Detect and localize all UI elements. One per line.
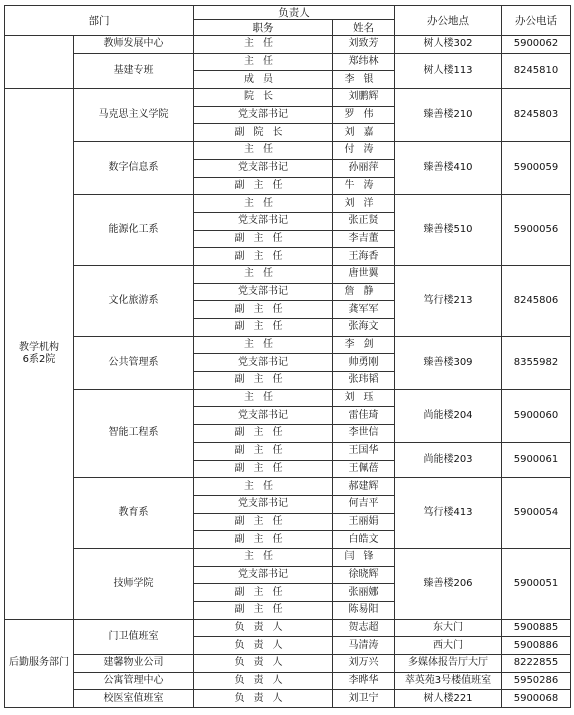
position-cell: 主任 bbox=[194, 265, 333, 283]
name-cell: 王丽娟 bbox=[333, 513, 395, 531]
name-cell: 张玮韬 bbox=[333, 372, 395, 390]
table-row bbox=[5, 619, 571, 637]
table-row bbox=[5, 672, 571, 690]
directory-table bbox=[4, 5, 571, 708]
position-cell: 副主任 bbox=[194, 230, 333, 248]
position-cell: 主任 bbox=[194, 53, 333, 71]
name-cell: 李世信 bbox=[333, 425, 395, 443]
position-cell: 党支部书记 bbox=[194, 407, 333, 425]
name-cell: 刘鹏辉 bbox=[333, 89, 395, 107]
category-cell: 后勤服务部门 bbox=[5, 619, 74, 707]
phone-cell: 8245810 bbox=[502, 53, 571, 88]
position-cell: 主任 bbox=[194, 336, 333, 354]
position-cell: 院长 bbox=[194, 89, 333, 107]
position-cell: 主任 bbox=[194, 36, 333, 54]
header-location: 办公地点 bbox=[395, 6, 502, 36]
dept-cell: 门卫值班室 bbox=[74, 619, 194, 654]
header-phone: 办公电话 bbox=[502, 6, 571, 36]
dept-cell: 教师发展中心 bbox=[74, 36, 194, 54]
position-cell: 副主任 bbox=[194, 442, 333, 460]
location-cell: 西大门 bbox=[395, 637, 502, 655]
position-cell: 党支部书记 bbox=[194, 159, 333, 177]
table-row bbox=[5, 89, 571, 107]
name-cell: 张丽娜 bbox=[333, 584, 395, 602]
location-cell: 臻善楼309 bbox=[395, 336, 502, 389]
location-cell: 臻善楼410 bbox=[395, 142, 502, 195]
position-cell: 主任 bbox=[194, 478, 333, 496]
location-cell: 臻善楼210 bbox=[395, 89, 502, 142]
dept-cell: 智能工程系 bbox=[74, 389, 194, 477]
position-cell: 主任 bbox=[194, 389, 333, 407]
phone-cell: 8355982 bbox=[502, 336, 571, 389]
name-cell: 龚军军 bbox=[333, 301, 395, 319]
name-cell: 刘卫宁 bbox=[333, 690, 395, 708]
phone-cell: 5900068 bbox=[502, 690, 571, 708]
name-cell: 李银 bbox=[333, 71, 395, 89]
phone-cell: 5900059 bbox=[502, 142, 571, 195]
name-cell: 李晔华 bbox=[333, 672, 395, 690]
position-cell: 副主任 bbox=[194, 584, 333, 602]
location-cell: 尚能楼204 bbox=[395, 389, 502, 442]
position-cell: 副主任 bbox=[194, 372, 333, 390]
location-cell: 萃英苑3号楼值班室 bbox=[395, 672, 502, 690]
name-cell: 张海文 bbox=[333, 319, 395, 337]
category-cell bbox=[5, 36, 74, 89]
name-cell: 刘洋 bbox=[333, 195, 395, 213]
location-cell: 树人楼221 bbox=[395, 690, 502, 708]
name-cell: 王佩蓓 bbox=[333, 460, 395, 478]
name-cell: 刘万兴 bbox=[333, 655, 395, 673]
name-cell: 刘致芳 bbox=[333, 36, 395, 54]
table-row bbox=[5, 478, 571, 496]
phone-cell: 8245806 bbox=[502, 265, 571, 336]
name-cell: 李剑 bbox=[333, 336, 395, 354]
position-cell: 副主任 bbox=[194, 177, 333, 195]
phone-cell: 5900886 bbox=[502, 637, 571, 655]
dept-cell: 马克思主义学院 bbox=[74, 89, 194, 142]
phone-cell: 5950286 bbox=[502, 672, 571, 690]
position-cell: 党支部书记 bbox=[194, 495, 333, 513]
name-cell: 王海香 bbox=[333, 248, 395, 266]
name-cell: 帅勇刚 bbox=[333, 354, 395, 372]
position-cell: 副主任 bbox=[194, 531, 333, 549]
position-cell: 副主任 bbox=[194, 248, 333, 266]
position-cell: 党支部书记 bbox=[194, 212, 333, 230]
position-cell: 副主任 bbox=[194, 319, 333, 337]
location-cell: 尚能楼203 bbox=[395, 442, 502, 477]
table-row bbox=[5, 195, 571, 213]
name-cell: 唐世翼 bbox=[333, 265, 395, 283]
phone-cell: 5900056 bbox=[502, 195, 571, 266]
name-cell: 牛涛 bbox=[333, 177, 395, 195]
dept-cell: 公寓管理中心 bbox=[74, 672, 194, 690]
category-cell bbox=[5, 89, 74, 620]
location-cell: 臻善楼510 bbox=[395, 195, 502, 266]
dept-cell: 文化旅游系 bbox=[74, 265, 194, 336]
category-line: 教学机构 bbox=[19, 341, 59, 353]
table-row bbox=[5, 690, 571, 708]
dept-cell: 基建专班 bbox=[74, 53, 194, 88]
table-row bbox=[5, 548, 571, 566]
location-cell: 笃行楼213 bbox=[395, 265, 502, 336]
name-cell: 贺志超 bbox=[333, 619, 395, 637]
name-cell: 闫锋 bbox=[333, 548, 395, 566]
dept-cell: 能源化工系 bbox=[74, 195, 194, 266]
table-row bbox=[5, 336, 571, 354]
name-cell: 郑纬林 bbox=[333, 53, 395, 71]
phone-cell: 5900061 bbox=[502, 442, 571, 477]
name-cell: 马清涛 bbox=[333, 637, 395, 655]
dept-cell: 校医室值班室 bbox=[74, 690, 194, 708]
category-line: 6系2院 bbox=[22, 353, 56, 365]
name-cell: 刘珏 bbox=[333, 389, 395, 407]
position-cell: 党支部书记 bbox=[194, 283, 333, 301]
name-cell: 陈易阳 bbox=[333, 602, 395, 620]
phone-cell: 5900062 bbox=[502, 36, 571, 54]
position-cell: 副院长 bbox=[194, 124, 333, 142]
name-cell: 郝建辉 bbox=[333, 478, 395, 496]
header-name: 姓名 bbox=[333, 20, 395, 36]
name-cell: 王国华 bbox=[333, 442, 395, 460]
name-cell: 白皓文 bbox=[333, 531, 395, 549]
position-cell: 副主任 bbox=[194, 301, 333, 319]
table-row bbox=[5, 389, 571, 407]
header-position: 职务 bbox=[194, 20, 333, 36]
name-cell: 詹静 bbox=[333, 283, 395, 301]
dept-cell: 数字信息系 bbox=[74, 142, 194, 195]
location-cell: 东大门 bbox=[395, 619, 502, 637]
phone-cell: 8245803 bbox=[502, 89, 571, 142]
header-dept: 部门 bbox=[5, 6, 194, 36]
phone-cell: 5900885 bbox=[502, 619, 571, 637]
header-leader: 负责人 bbox=[194, 6, 395, 20]
table-row bbox=[5, 265, 571, 283]
name-cell: 徐晓辉 bbox=[333, 566, 395, 584]
dept-cell: 建馨物业公司 bbox=[74, 655, 194, 673]
location-cell: 笃行楼413 bbox=[395, 478, 502, 549]
position-cell: 负责人 bbox=[194, 637, 333, 655]
table-row bbox=[5, 53, 571, 71]
position-cell: 副主任 bbox=[194, 425, 333, 443]
location-cell: 多媒体报告厅大厅 bbox=[395, 655, 502, 673]
dept-cell: 公共管理系 bbox=[74, 336, 194, 389]
position-cell: 主任 bbox=[194, 548, 333, 566]
position-cell: 负责人 bbox=[194, 619, 333, 637]
table-row bbox=[5, 655, 571, 673]
name-cell: 张正贤 bbox=[333, 212, 395, 230]
dept-cell: 教育系 bbox=[74, 478, 194, 549]
name-cell: 孙丽萍 bbox=[333, 159, 395, 177]
position-cell: 副主任 bbox=[194, 602, 333, 620]
position-cell: 党支部书记 bbox=[194, 106, 333, 124]
name-cell: 何吉平 bbox=[333, 495, 395, 513]
position-cell: 副主任 bbox=[194, 513, 333, 531]
position-cell: 党支部书记 bbox=[194, 566, 333, 584]
phone-cell: 5900060 bbox=[502, 389, 571, 442]
name-cell: 雷佳琦 bbox=[333, 407, 395, 425]
position-cell: 副主任 bbox=[194, 460, 333, 478]
phone-cell: 5900051 bbox=[502, 548, 571, 619]
position-cell: 负责人 bbox=[194, 655, 333, 673]
position-cell: 党支部书记 bbox=[194, 354, 333, 372]
position-cell: 主任 bbox=[194, 195, 333, 213]
phone-cell: 5900054 bbox=[502, 478, 571, 549]
location-cell: 臻善楼206 bbox=[395, 548, 502, 619]
name-cell: 罗伟 bbox=[333, 106, 395, 124]
name-cell: 付涛 bbox=[333, 142, 395, 160]
directory-body bbox=[5, 36, 571, 708]
dept-cell: 技师学院 bbox=[74, 548, 194, 619]
table-row bbox=[5, 36, 571, 54]
table-row bbox=[5, 142, 571, 160]
position-cell: 主任 bbox=[194, 142, 333, 160]
position-cell: 负责人 bbox=[194, 672, 333, 690]
location-cell: 树人楼113 bbox=[395, 53, 502, 88]
position-cell: 成员 bbox=[194, 71, 333, 89]
name-cell: 刘嘉 bbox=[333, 124, 395, 142]
location-cell: 树人楼302 bbox=[395, 36, 502, 54]
phone-cell: 8222855 bbox=[502, 655, 571, 673]
position-cell: 负责人 bbox=[194, 690, 333, 708]
name-cell: 李吉董 bbox=[333, 230, 395, 248]
